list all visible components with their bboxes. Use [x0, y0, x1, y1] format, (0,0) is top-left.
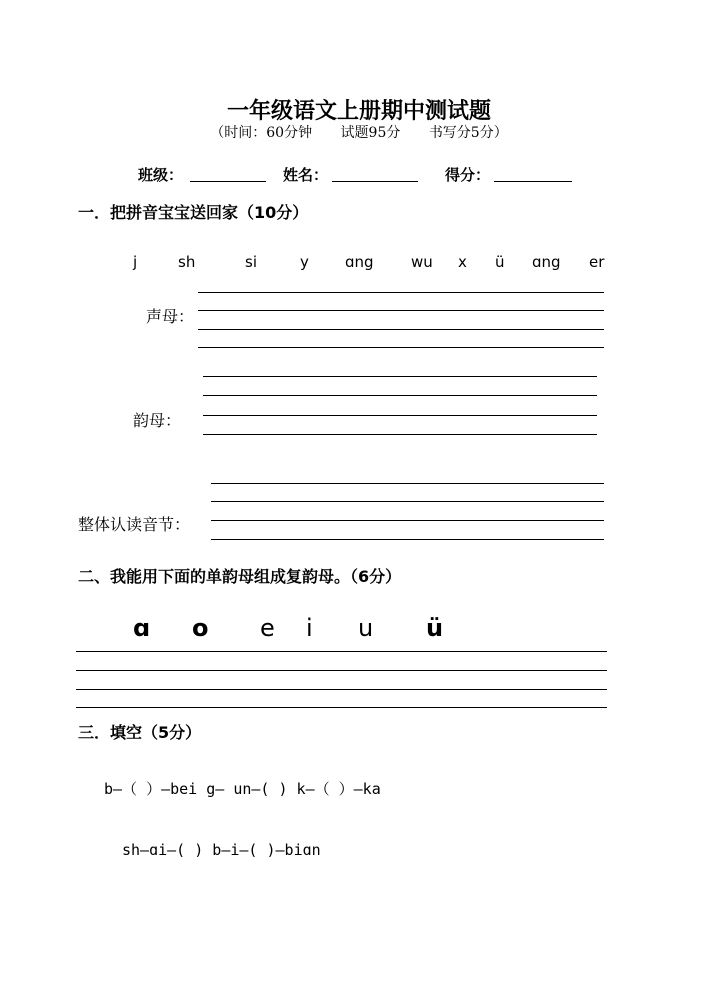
- pinyin-letter: sh: [178, 253, 196, 271]
- answer-line[interactable]: [198, 329, 604, 330]
- answer-line[interactable]: [198, 310, 604, 311]
- section2-heading: 二、我能用下面的单韵母组成复韵母。（6分）: [78, 567, 402, 586]
- vowel-letter: ü: [426, 614, 444, 642]
- pinyin-letter: ɑng: [532, 253, 561, 271]
- zhengti-label: 整体认读音节：: [78, 515, 191, 534]
- section1-heading: 一．把拼音宝宝送回家（10分）: [78, 203, 309, 222]
- section3-heading: 三．填空（5分）: [78, 723, 202, 742]
- page-title: 一年级语文上册期中测试题: [226, 98, 491, 124]
- vowel-letter: ɑ: [133, 614, 151, 642]
- answer-line[interactable]: [76, 670, 607, 671]
- answer-line[interactable]: [76, 651, 607, 652]
- yunmu-label: 韵母：: [133, 411, 182, 430]
- class-blank[interactable]: [190, 181, 266, 182]
- shengmu-label: 声母：: [146, 307, 195, 326]
- pinyin-letter: er: [589, 253, 605, 271]
- vowel-letter: o: [192, 614, 209, 642]
- answer-line[interactable]: [198, 347, 604, 348]
- pinyin-letter: x: [458, 253, 467, 271]
- score-label: 得分：: [445, 166, 491, 184]
- answer-line[interactable]: [198, 292, 604, 293]
- answer-line[interactable]: [211, 483, 604, 484]
- pinyin-letter: y: [300, 253, 309, 271]
- answer-line[interactable]: [203, 376, 597, 377]
- question-score-info: 试题95分: [340, 125, 401, 141]
- fill-blank-line-2[interactable]: sh—ɑi—( ) b—i—( )—biɑn: [122, 841, 321, 859]
- vowel-letter: i: [306, 614, 313, 642]
- answer-line[interactable]: [211, 520, 604, 521]
- answer-line[interactable]: [203, 434, 597, 435]
- pinyin-letter: wu: [411, 253, 433, 271]
- pinyin-letter: j: [133, 253, 138, 271]
- answer-line[interactable]: [211, 539, 604, 540]
- time-info: （时间：60分钟: [210, 125, 313, 141]
- answer-line[interactable]: [203, 395, 597, 396]
- writing-score-info: 书写分5分）: [428, 125, 508, 141]
- answer-line[interactable]: [76, 707, 607, 708]
- pinyin-letter: ü: [495, 253, 505, 271]
- vowel-letter: e: [260, 614, 275, 642]
- page-subtitle: [0, 122, 718, 142]
- fill-blank-line-1[interactable]: b—（ ）—bei g— un—( ) k—（ ）—ka: [104, 780, 381, 798]
- score-blank[interactable]: [494, 181, 572, 182]
- class-label: 班级：: [138, 166, 184, 184]
- name-blank[interactable]: [332, 181, 418, 182]
- pinyin-letter: ɑng: [345, 253, 374, 271]
- answer-line[interactable]: [203, 415, 597, 416]
- name-label: 姓名：: [283, 166, 329, 184]
- vowel-letter: u: [358, 614, 374, 642]
- answer-line[interactable]: [76, 689, 607, 690]
- answer-line[interactable]: [211, 501, 604, 502]
- pinyin-letter: si: [245, 253, 257, 271]
